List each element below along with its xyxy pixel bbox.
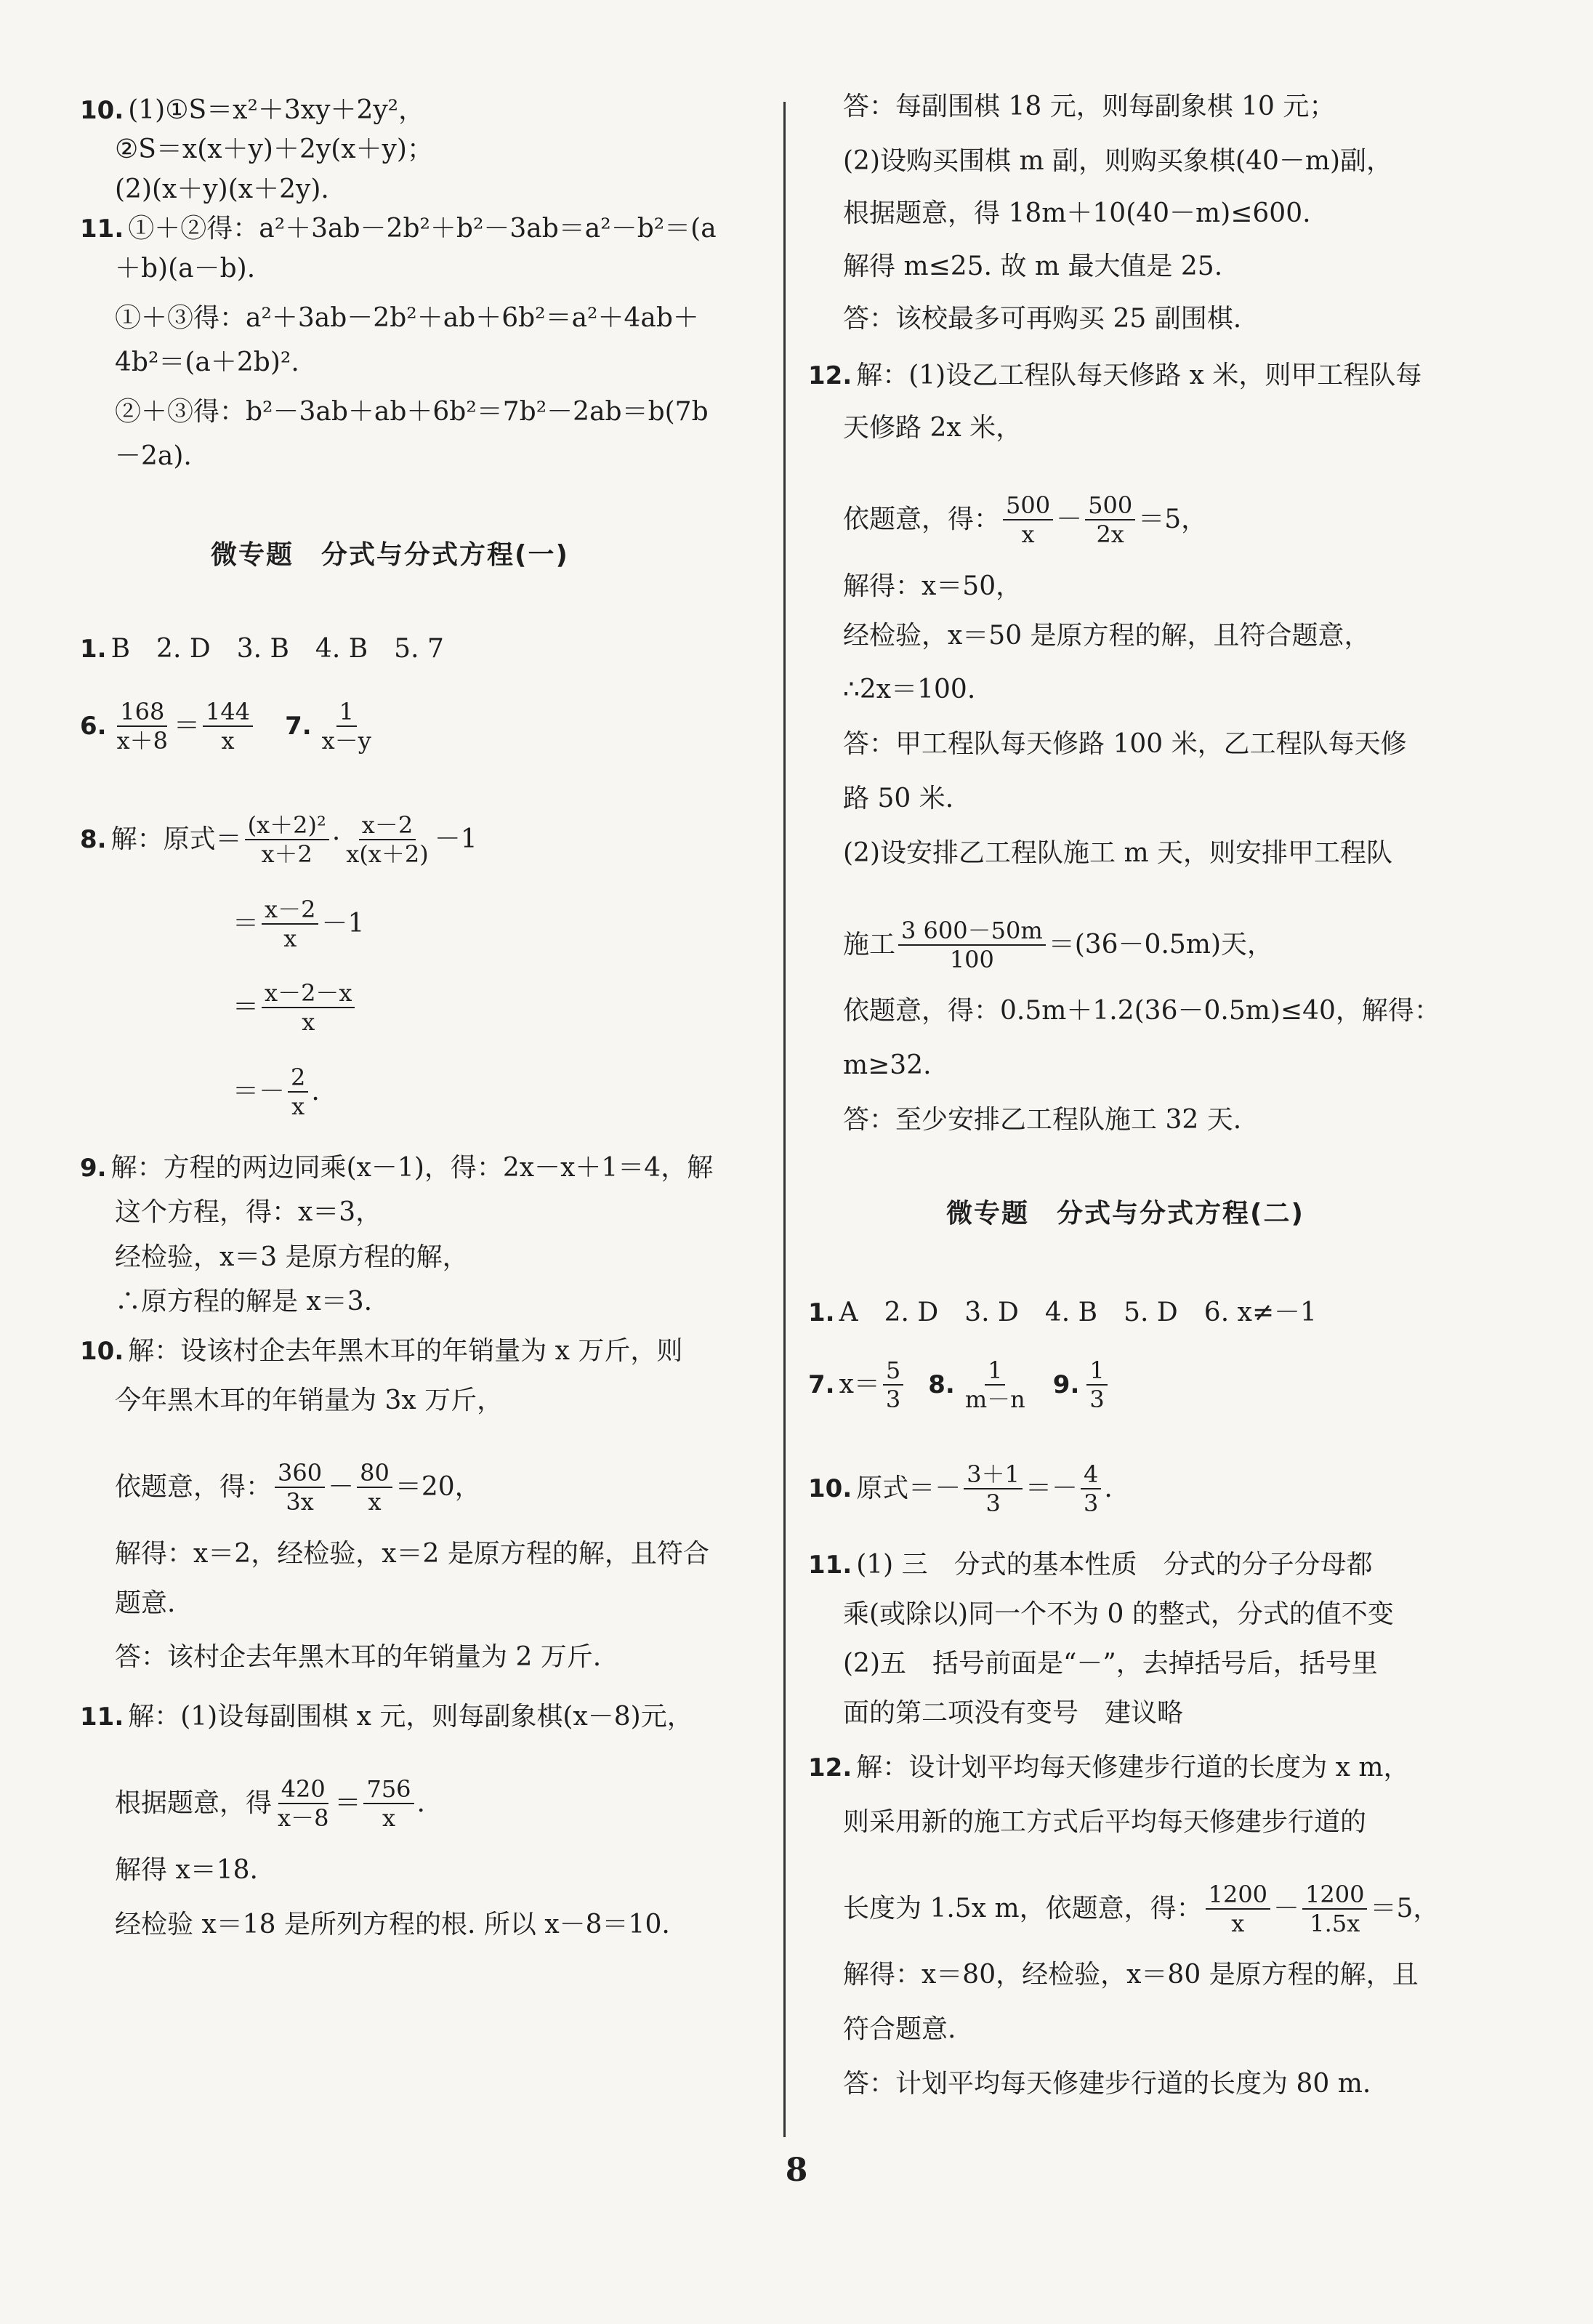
s11-line-2: 乘(或除以)同一个不为 0 的整式，分式的值不变 xyxy=(843,1599,1394,1629)
s11-line-4: 面的第二项没有变号 建议略 xyxy=(843,1698,1184,1728)
q11b-line-2: 解得 x＝18. xyxy=(115,1855,258,1885)
fraction: $\frac{1}{x-y}$ xyxy=(321,698,371,755)
q8-line-1: 8. 解：原式＝ $\frac{\text{(x＋2)²}}{x+2}$ · $\frac{x-2}{x(x+2)}$ －1 xyxy=(80,811,477,868)
page-number: 8 xyxy=(785,2152,808,2189)
s12-line-5: 答：计划平均每天修建步行道的长度为 80 m. xyxy=(843,2069,1371,2099)
s12-equation: 长度为 1.5x m，依题意，得： $\frac{1200}{x}$ － $\frac{1200}{1.5x}$ ＝5， xyxy=(843,1881,1440,1937)
fraction: $\frac{500}{x}$ xyxy=(1003,491,1053,548)
q11-line-5: ②＋③得：b²－3ab＋ab＋6b²＝7b²－2ab＝b(7b xyxy=(115,397,709,427)
q12-line-11: 答：至少安排乙工程队施工 32 天. xyxy=(843,1105,1242,1135)
q12-line-4: 经检验，x＝50 是原方程的解，且符合题意， xyxy=(843,621,1371,651)
fraction: $\frac{1}{3}$ xyxy=(1086,1356,1107,1413)
q12-equation: 依题意，得： $\frac{500}{x}$ － $\frac{500}{2x}$ ＝5， xyxy=(843,491,1208,548)
s11-line-1: 11. (1) 三 分式的基本性质 分式的分子分母都 xyxy=(808,1550,1373,1580)
s7-9-answers: 7. x＝ $\frac{5}{3}$ 8. $\frac{1}{m-n}$ 9. $\frac{1}{3}$ xyxy=(808,1356,1110,1413)
fraction: $\frac{1200}{x}$ xyxy=(1206,1881,1270,1937)
fraction: $\frac{3 600-50m}{100}$ xyxy=(898,917,1046,973)
q9-line-4: ∴原方程的解是 x＝3. xyxy=(115,1287,373,1316)
s12-line-2: 则采用新的施工方式后平均每天修建步行道的 xyxy=(843,1807,1367,1837)
q11b-line-1: 11. 解：(1)设每副围棋 x 元，则每副象棋(x－8)元， xyxy=(80,1702,693,1732)
s12-line-1: 12. 解：设计划平均每天修建步行道的长度为 x m， xyxy=(808,1753,1410,1782)
q9-line-3: 经检验，x＝3 是原方程的解， xyxy=(115,1242,469,1272)
q10b-line-5: 答：该村企去年黑木耳的年销量为 2 万斤. xyxy=(115,1642,602,1672)
section-heading-1: 微专题 分式与分式方程(一) xyxy=(211,540,569,570)
q6-q7-answers: 6. $\frac{168}{x+8}$ ＝ $\frac{144}{x}$ 7. $\frac{1}{x-y}$ xyxy=(80,698,377,755)
fraction: $\frac{144}{x}$ xyxy=(203,698,253,755)
q11-line-4: 4b²＝(a＋2b)². xyxy=(115,347,299,377)
q12-line-8: (2)设安排乙工程队施工 m 天，则安排甲工程队 xyxy=(843,838,1393,868)
fraction: $\frac{4}{3}$ xyxy=(1081,1460,1101,1517)
s10-answer: 10. 原式＝－ $\frac{3+1}{3}$ ＝－ $\frac{4}{3}$ . xyxy=(808,1460,1113,1517)
q8-line-3: ＝ $\frac{x-2-x}{x}$ xyxy=(80,979,358,1036)
q11-line-3: ①＋③得：a²＋3ab－2b²＋ab＋6b²＝a²＋4ab＋ xyxy=(115,303,699,333)
fraction: $\frac{x-2-x}{x}$ xyxy=(262,979,355,1036)
q12-line-1: 12. 解：(1)设乙工程队每天修路 x 米，则甲工程队每 xyxy=(808,361,1422,390)
q11-line-6: －2a). xyxy=(115,441,192,471)
fraction: $\frac{80}{x}$ xyxy=(357,1459,392,1516)
q11-line-1: 11. ①＋②得：a²＋3ab－2b²＋b²－3ab＝a²－b²＝(a xyxy=(80,214,717,244)
q12-line-9: 依题意，得：0.5m＋1.2(36－0.5m)≤40，解得： xyxy=(843,996,1440,1026)
q12-line-5: ∴2x＝100. xyxy=(843,675,976,704)
r-line-5: 答：该校最多可再购买 25 副围棋. xyxy=(843,304,1242,334)
q12-line-3: 解得：x＝50， xyxy=(843,571,1023,601)
fraction: $\frac{2}{x}$ xyxy=(288,1064,308,1120)
fraction: $\frac{168}{x+8}$ xyxy=(116,698,168,755)
q10-line-3: (2)(x＋y)(x＋2y). xyxy=(115,174,329,204)
fraction: $\frac{756}{x}$ xyxy=(363,1775,414,1832)
q12-line-10: m≥32. xyxy=(843,1050,932,1080)
s1-6-answers: 1. A 2. D 3. D 4. B 5. D 6. x≠－1 xyxy=(808,1298,1317,1327)
q11b-equation: 根据题意，得 $\frac{420}{x-8}$ ＝ $\frac{756}{x}$ . xyxy=(115,1775,425,1832)
r-line-4: 解得 m≤25. 故 m 最大值是 25. xyxy=(843,252,1223,281)
section-heading-2: 微专题 分式与分式方程(二) xyxy=(946,1199,1304,1229)
fraction: $\frac{x-2}{x(x+2)}$ xyxy=(346,811,429,868)
q12-line-7: 路 50 米. xyxy=(843,784,954,813)
q1-5-answers: 1. B 2. D 3. B 4. B 5. 7 xyxy=(80,634,444,664)
q9-line-1: 9. 解：方程的两边同乘(x－1)，得：2x－x＋1＝4，解 xyxy=(80,1153,714,1183)
q12-equation-2: 施工 $\frac{3 600-50m}{100}$ ＝(36－0.5m)天， xyxy=(843,917,1273,973)
q12-line-2: 天修路 2x 米， xyxy=(843,413,1023,443)
r-line-3: 根据题意，得 18m＋10(40－m)≤600. xyxy=(843,198,1311,228)
s12-line-4: 符合题意. xyxy=(843,2014,956,2044)
q9-line-2: 这个方程，得：x＝3， xyxy=(115,1197,382,1227)
s11-line-3: (2)五 括号前面是“－”，去掉括号后，括号里 xyxy=(843,1649,1378,1678)
fraction: $\frac{420}{x-8}$ xyxy=(278,1775,329,1832)
r-line-1: 答：每副围棋 18 元，则每副象棋 10 元； xyxy=(843,92,1336,121)
fraction: $\frac{360}{3x}$ xyxy=(275,1459,325,1516)
r-line-2: (2)设购买围棋 m 副，则购买象棋(40－m)副， xyxy=(843,146,1393,176)
q8-line-4: ＝－ $\frac{2}{x}$ . xyxy=(233,1064,320,1120)
q8-line-2: ＝ $\frac{x-2}{x}$ －1 xyxy=(233,896,365,952)
q11b-line-3: 经检验 x＝18 是所列方程的根. 所以 x－8＝10. xyxy=(115,1910,670,1939)
fraction: $\frac{x-2}{x}$ xyxy=(262,896,318,952)
q10-line-2: ②S＝x(x＋y)＋2y(x＋y)； xyxy=(115,134,433,164)
q11-line-2: ＋b)(a－b). xyxy=(115,254,256,284)
q10b-line-2: 今年黑木耳的年销量为 3x 万斤， xyxy=(115,1386,504,1415)
s12-line-3: 解得：x＝80，经检验，x＝80 是原方程的解，且 xyxy=(843,1960,1419,1990)
q10b-line-3: 解得：x＝2，经检验，x＝2 是原方程的解，且符合 xyxy=(115,1539,709,1569)
q12-line-6: 答：甲工程队每天修路 100 米，乙工程队每天修 xyxy=(843,729,1407,759)
fraction: $\frac{3+1}{3}$ xyxy=(964,1460,1023,1517)
q10b-line-1: 10. 解：设该村企去年黑木耳的年销量为 x 万斤，则 xyxy=(80,1336,683,1366)
fraction: $\frac{500}{2x}$ xyxy=(1085,491,1135,548)
q10b-line-4: 题意. xyxy=(115,1588,176,1618)
fraction: $\frac{5}{3}$ xyxy=(883,1356,903,1413)
column-divider xyxy=(783,102,786,2137)
fraction: $\frac{1200}{1.5x}$ xyxy=(1302,1881,1367,1937)
fraction: $\frac{1}{m-n}$ xyxy=(964,1356,1025,1413)
q10b-equation: 依题意，得： $\frac{360}{3x}$ － $\frac{80}{x}$ ＝20， xyxy=(115,1459,481,1516)
fraction: $\frac{\text{(x＋2)²}}{x+2}$ xyxy=(245,811,329,868)
q10-line-1: 10. (1)①S＝x²＋3xy＋2y²， xyxy=(80,95,425,125)
